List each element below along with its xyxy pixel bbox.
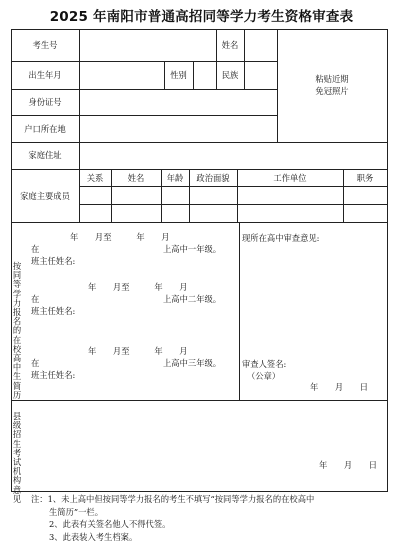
family-header-relation: 关系: [86, 173, 104, 183]
grade2-dates: 年 月至 年 月: [88, 282, 188, 292]
row-line-5: [11, 169, 388, 170]
photo-hint-line1: 粘贴近期: [315, 74, 349, 84]
history-label: 按同等学力报名的在校高中生简历: [12, 261, 22, 400]
gender-label: 性别: [170, 70, 187, 80]
family-header-name: 姓名: [127, 173, 145, 183]
grade1-line: 上高中一年级。: [163, 244, 222, 254]
birth-label: 出生年月: [28, 70, 62, 80]
name-label-right: [244, 29, 245, 61]
row-line-3: [11, 115, 277, 116]
notes: [31, 493, 391, 543]
row-line-2: [11, 89, 277, 90]
family-header-age: 年龄: [166, 173, 184, 183]
border-bottom: [11, 491, 388, 492]
grade1-dates: 年 月至 年 月: [70, 232, 170, 242]
family-label: 家庭主要成员: [20, 191, 70, 201]
ethnicity-label: 民族: [221, 70, 239, 80]
family-header-line: [79, 186, 388, 187]
county-date-line: 年 月 日: [319, 460, 378, 470]
id-card-label: 身份证号: [28, 97, 62, 107]
row-line-1: [11, 61, 277, 62]
grade3-line: 上高中三年级。: [163, 358, 222, 368]
family-header-workplace: 工作单位: [273, 173, 307, 183]
grade2-line: 上高中二年级。: [163, 294, 222, 304]
row-line-4: [11, 142, 388, 143]
grade3-dates: 年 月至 年 月: [88, 346, 188, 356]
family-header-position: 职务: [356, 173, 374, 183]
address-label: 家庭住址: [28, 150, 62, 160]
history-opinion-divider: [239, 222, 240, 400]
note-line-4: 3、此表装入考生档案。: [49, 531, 138, 542]
row-line-6: [11, 222, 388, 223]
gender-label-right: [193, 61, 194, 89]
border-right: [387, 29, 388, 492]
grade2-teacher-sign: 班主任姓名:: [31, 306, 76, 316]
seal-note: （公章）: [247, 371, 281, 381]
note-line-2: 生简历”一栏。: [49, 506, 104, 517]
row-line-7: [11, 400, 388, 401]
note-line-1: 注：1、未上高中但按同等学力报名的考生不填写“按同等学力报名的在校高中: [31, 494, 315, 504]
reviewer-sign: 审查人签名:: [242, 359, 287, 369]
family-row-line-1: [79, 204, 388, 205]
label-col-line: [79, 29, 80, 222]
photo-hint-line2: 免冠照片: [315, 86, 349, 96]
grade3-at: 在: [31, 358, 40, 368]
county-label: 县级招生考试机构意见: [12, 411, 22, 504]
ethnicity-label-right: [244, 61, 245, 89]
grade1-teacher-sign: 班主任姓名:: [31, 256, 76, 266]
school-date-line: 年 月 日: [310, 382, 369, 392]
border-top: [11, 29, 388, 30]
name-label: 姓名: [221, 40, 239, 50]
grade3-teacher-sign: 班主任姓名:: [31, 370, 76, 380]
school-opinion-label: 现所在高中审查意见:: [242, 233, 320, 243]
grade1-at: 在: [31, 244, 40, 254]
form-title: 2025 年南阳市普通高招同等学力考生资格审查表: [49, 9, 354, 25]
note-line-3: 2、此表有关签名他人不得代签。: [49, 519, 171, 529]
exam-no-label: 考生号: [32, 40, 58, 50]
grade2-at: 在: [31, 294, 40, 304]
hukou-label: 户口所在地: [24, 124, 66, 134]
family-header-politics: 政治面貌: [196, 173, 230, 183]
